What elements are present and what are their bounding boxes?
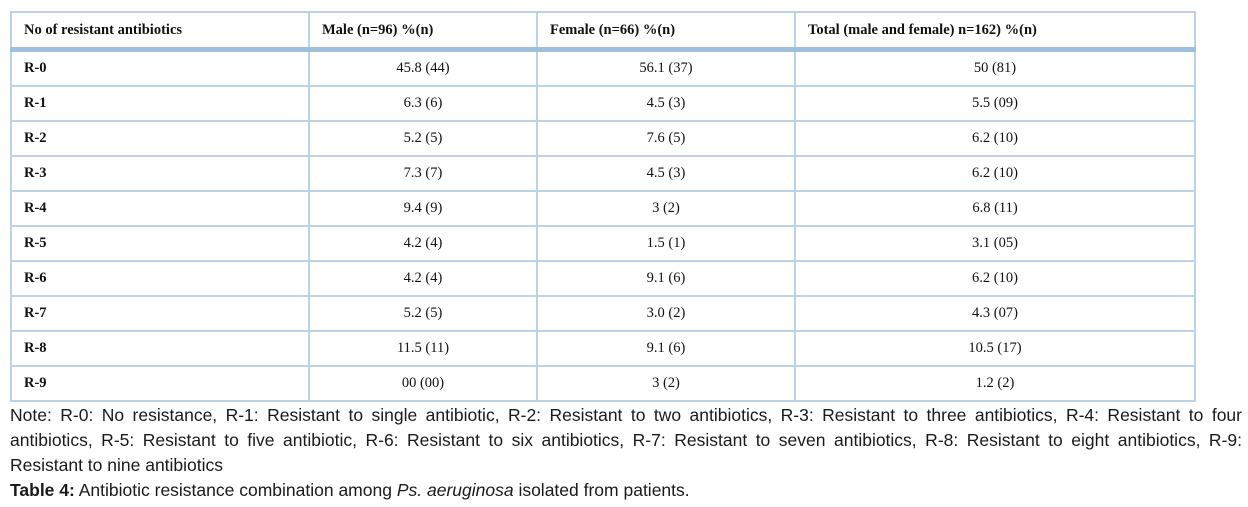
- cell-male: 6.3 (6): [309, 86, 537, 121]
- row-label: R-1: [11, 86, 309, 121]
- cell-male: 5.2 (5): [309, 296, 537, 331]
- header-female: Female (n=66) %(n): [537, 12, 795, 50]
- cell-male: 45.8 (44): [309, 50, 537, 87]
- cell-female: 1.5 (1): [537, 226, 795, 261]
- table-header: [11, 12, 1195, 50]
- table-row: [11, 191, 1195, 226]
- header-row: [11, 12, 1195, 50]
- cell-female: 3 (2): [537, 366, 795, 401]
- caption-text-before: Antibiotic resistance combination among: [74, 480, 397, 500]
- cell-total: 6.2 (10): [795, 261, 1195, 296]
- row-label: R-5: [11, 226, 309, 261]
- table-row: [11, 331, 1195, 366]
- cell-total: 3.1 (05): [795, 226, 1195, 261]
- row-label: R-3: [11, 156, 309, 191]
- header-resistant-antibiotics: No of resistant antibiotics: [11, 12, 309, 50]
- cell-total: 1.2 (2): [795, 366, 1195, 401]
- cell-male: 4.2 (4): [309, 226, 537, 261]
- table-caption: [10, 478, 1242, 503]
- cell-female: 3.0 (2): [537, 296, 795, 331]
- cell-female: 9.1 (6): [537, 331, 795, 366]
- cell-total: 10.5 (17): [795, 331, 1195, 366]
- row-label: R-7: [11, 296, 309, 331]
- cell-total: 4.3 (07): [795, 296, 1195, 331]
- cell-female: 4.5 (3): [537, 86, 795, 121]
- cell-total: 6.8 (11): [795, 191, 1195, 226]
- cell-female: 7.6 (5): [537, 121, 795, 156]
- cell-female: 3 (2): [537, 191, 795, 226]
- cell-total: 6.2 (10): [795, 121, 1195, 156]
- cell-female: 9.1 (6): [537, 261, 795, 296]
- table-note: Note: R-0: No resistance, R-1: Resistant to single antibiotic, R-2: Resistant to two antibiotics, R-3: Resistant to three antibiotics, R-4: Resistant to four antibiotics, R-5: Resistant to five antibiotic, R-6: Resistant to six antibiotics, R-7: Resistant to seven antibiotics, R-8: Resistant to eight antibiotics, R-9: Resistant to nine antibiotics: [10, 405, 1242, 475]
- caption-italic-organism: Ps. aeruginosa: [396, 480, 514, 500]
- cell-total: 6.2 (10): [795, 156, 1195, 191]
- cell-male: 11.5 (11): [309, 331, 537, 366]
- caption-text-after: isolated from patients.: [513, 480, 690, 500]
- resistance-table: [10, 11, 1196, 402]
- row-label: R-9: [11, 366, 309, 401]
- header-total: Total (male and female) n=162) %(n): [795, 12, 1195, 50]
- table-row: [11, 156, 1195, 191]
- table-row: [11, 226, 1195, 261]
- header-male: Male (n=96) %(n): [309, 12, 537, 50]
- table-row: [11, 296, 1195, 331]
- table-body: [11, 50, 1195, 402]
- table-row: [11, 261, 1195, 296]
- cell-male: 00 (00): [309, 366, 537, 401]
- cell-male: 7.3 (7): [309, 156, 537, 191]
- table-row: [11, 50, 1195, 87]
- cell-male: 5.2 (5): [309, 121, 537, 156]
- row-label: R-2: [11, 121, 309, 156]
- cell-female: 56.1 (37): [537, 50, 795, 87]
- cell-total: 5.5 (09): [795, 86, 1195, 121]
- table-row: [11, 121, 1195, 156]
- table-container: [10, 11, 1194, 402]
- table-row: [11, 366, 1195, 401]
- row-label: R-6: [11, 261, 309, 296]
- row-label: R-8: [11, 331, 309, 366]
- cell-male: 9.4 (9): [309, 191, 537, 226]
- row-label: R-4: [11, 191, 309, 226]
- table-row: [11, 86, 1195, 121]
- caption-label: Table 4:: [10, 480, 75, 500]
- cell-total: 50 (81): [795, 50, 1195, 87]
- cell-female: 4.5 (3): [537, 156, 795, 191]
- cell-male: 4.2 (4): [309, 261, 537, 296]
- row-label: R-0: [11, 50, 309, 87]
